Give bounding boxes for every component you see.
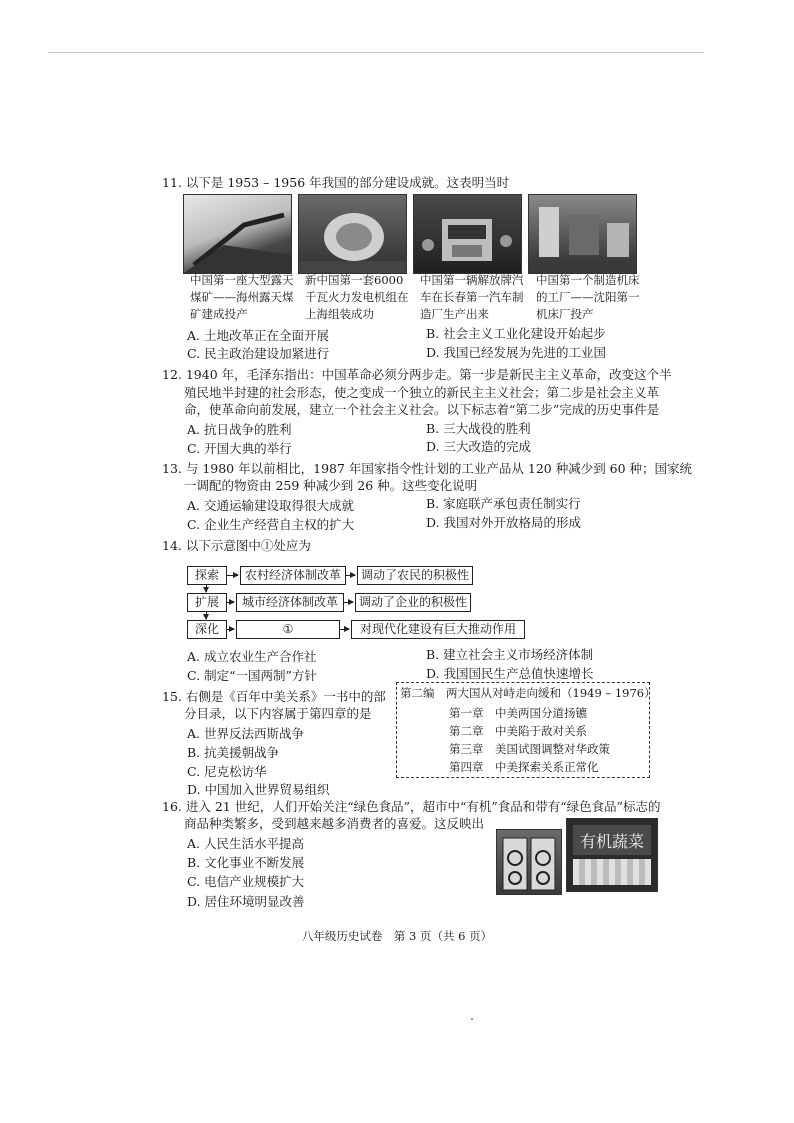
arrow-right-icon <box>345 575 355 576</box>
toc-part-heading: 第二编 两大国从对峙走向缓和（1949 – 1976） <box>400 686 656 700</box>
machine-tool-photo <box>528 194 637 274</box>
diagram-stage-deepen: 深化 <box>187 620 227 639</box>
diagram-enterprise-effect: 调动了企业的积极性 <box>355 593 471 612</box>
q13-option-d[interactable]: D. 我国对外开放格局的形成 <box>426 515 582 530</box>
arrow-right-icon <box>226 629 234 630</box>
q12-line-1: 12. 1940 年，毛泽东指出：中国革命必须分两步走。第一步是新民主主义革命，改变这个半 <box>162 367 672 382</box>
q11-option-a[interactable]: A. 土地改革正在全面开展 <box>187 328 329 343</box>
organic-vegetable-box-photo <box>566 818 658 892</box>
q12-option-d[interactable]: D. 三大改造的完成 <box>426 439 532 454</box>
truck-photo <box>413 194 522 274</box>
q16-line-2: 商品种类繁多，受到越来越多消费者的喜爱。这反映出 <box>184 816 485 831</box>
q16-option-c[interactable]: C. 电信产业规模扩大 <box>187 874 305 889</box>
diagram-stage-expand: 扩展 <box>187 593 227 612</box>
q15-line-1: 15. 右侧是《百年中美关系》一书中的部 <box>162 689 386 704</box>
diagram-farmer-effect: 调动了农民的积极性 <box>357 566 473 585</box>
q15-option-a[interactable]: A. 世界反法西斯战争 <box>187 726 304 741</box>
organic-vegetable-label: 有机蔬菜 <box>579 832 644 851</box>
generator-photo <box>298 194 407 274</box>
arrow-right-icon <box>343 602 353 603</box>
q14-option-b[interactable]: B. 建立社会主义市场经济体制 <box>426 647 594 662</box>
q14-stem: 14. 以下示意图中①处应为 <box>162 538 311 553</box>
q13-option-a[interactable]: A. 交通运输建设取得很大成就 <box>187 498 354 513</box>
book-table-of-contents <box>396 682 656 778</box>
q16-line-1: 16. 进入 21 世纪，人们开始关注“绿色食品”，超市中“有机”食品和带有“绿色食品”标志的 <box>162 799 661 814</box>
q13-option-b[interactable]: B. 家庭联产承包责任制实行 <box>426 496 581 511</box>
caption-haizhou-coal-mine: 中国第一座大型露天煤矿——海州露天煤矿建成投产 <box>190 273 294 321</box>
arrow-right-icon <box>339 629 349 630</box>
arrow-right-icon <box>226 602 234 603</box>
scan-speck <box>471 1018 473 1020</box>
q13-line-1: 13. 与 1980 年以前相比，1987 年国家指令性计划的工业产品从 120 种减少到 60 种；国家统 <box>162 461 693 476</box>
diagram-rural-reform: 农村经济体制改革 <box>240 566 346 585</box>
q11-option-c[interactable]: C. 民主政治建设加紧进行 <box>187 346 330 361</box>
q13-option-c[interactable]: C. 企业生产经营自主权的扩大 <box>187 517 355 532</box>
q13-line-2: 一调配的物资由 259 种减少到 26 种。这些变化说明 <box>184 478 478 493</box>
q15-option-d[interactable]: D. 中国加入世界贸易组织 <box>187 782 330 797</box>
q16-option-b[interactable]: B. 文化事业不断发展 <box>187 855 305 870</box>
green-food-package-photo <box>496 829 562 895</box>
q11-option-b[interactable]: B. 社会主义工业化建设开始起步 <box>426 326 606 341</box>
q12-option-b[interactable]: B. 三大战役的胜利 <box>426 421 531 436</box>
q15-option-c[interactable]: C. 尼克松访华 <box>187 764 267 779</box>
q12-option-c[interactable]: C. 开国大典的举行 <box>187 441 292 456</box>
toc-chapter-1: 第一章 中美两国分道扬镳 <box>449 706 587 720</box>
caption-generator-set: 新中国第一套6000千瓦火力发电机组在上海组装成功 <box>305 273 409 321</box>
toc-chapter-2: 第二章 中美陷于敌对关系 <box>449 724 587 738</box>
q16-option-d[interactable]: D. 居住环境明显改善 <box>187 894 305 909</box>
toc-chapter-4: 第四章 中美探索关系正常化 <box>449 760 599 774</box>
q12-option-a[interactable]: A. 抗日战争的胜利 <box>187 422 292 437</box>
diagram-stage-explore: 探索 <box>187 566 227 585</box>
q12-line-3: 命，使革命向前发展，建立一个社会主义社会。以下标志着“第二步”完成的历史事件是 <box>184 402 660 417</box>
q14-option-a[interactable]: A. 成立农业生产合作社 <box>187 649 317 664</box>
caption-shenyang-machine-tool: 中国第一个制造机床的工厂——沈阳第一机床厂投产 <box>536 273 640 321</box>
page-footer: 八年级历史试卷 第 3 页（共 6 页） <box>301 929 493 943</box>
q14-option-c[interactable]: C. 制定“一国两制”方针 <box>187 668 317 683</box>
q14-option-d[interactable]: D. 我国国民生产总值快速增长 <box>426 666 594 681</box>
mining-excavator-photo <box>183 194 292 274</box>
diagram-blank-marker: ① <box>236 620 340 639</box>
q12-line-2: 殖民地半封建的社会形态，使之变成一个独立的新民主主义社会；第二步是社会主义革 <box>184 385 660 400</box>
scan-top-edge <box>48 52 704 53</box>
q11-option-d[interactable]: D. 我国已经发展为先进的工业国 <box>426 345 607 360</box>
arrow-down-icon <box>206 585 207 592</box>
q16-option-a[interactable]: A. 人民生活水平提高 <box>187 836 304 851</box>
diagram-urban-reform: 城市经济体制改革 <box>236 593 344 612</box>
diagram-modernization-effect: 对现代化建设有巨大推动作用 <box>351 620 525 639</box>
arrow-right-icon <box>226 575 238 576</box>
q15-option-b[interactable]: B. 抗美援朝战争 <box>187 745 280 760</box>
caption-jiefang-truck: 中国第一辆解放牌汽车在长春第一汽车制造厂生产出来 <box>420 273 524 321</box>
toc-chapter-3: 第三章 美国试图调整对华政策 <box>449 742 610 756</box>
arrow-down-icon <box>206 612 207 619</box>
q15-line-2: 分目录，以下内容属于第四章的是 <box>184 706 372 721</box>
q11-stem: 11. 以下是 1953 – 1956 年我国的部分建设成就。这表明当时 <box>162 175 510 190</box>
